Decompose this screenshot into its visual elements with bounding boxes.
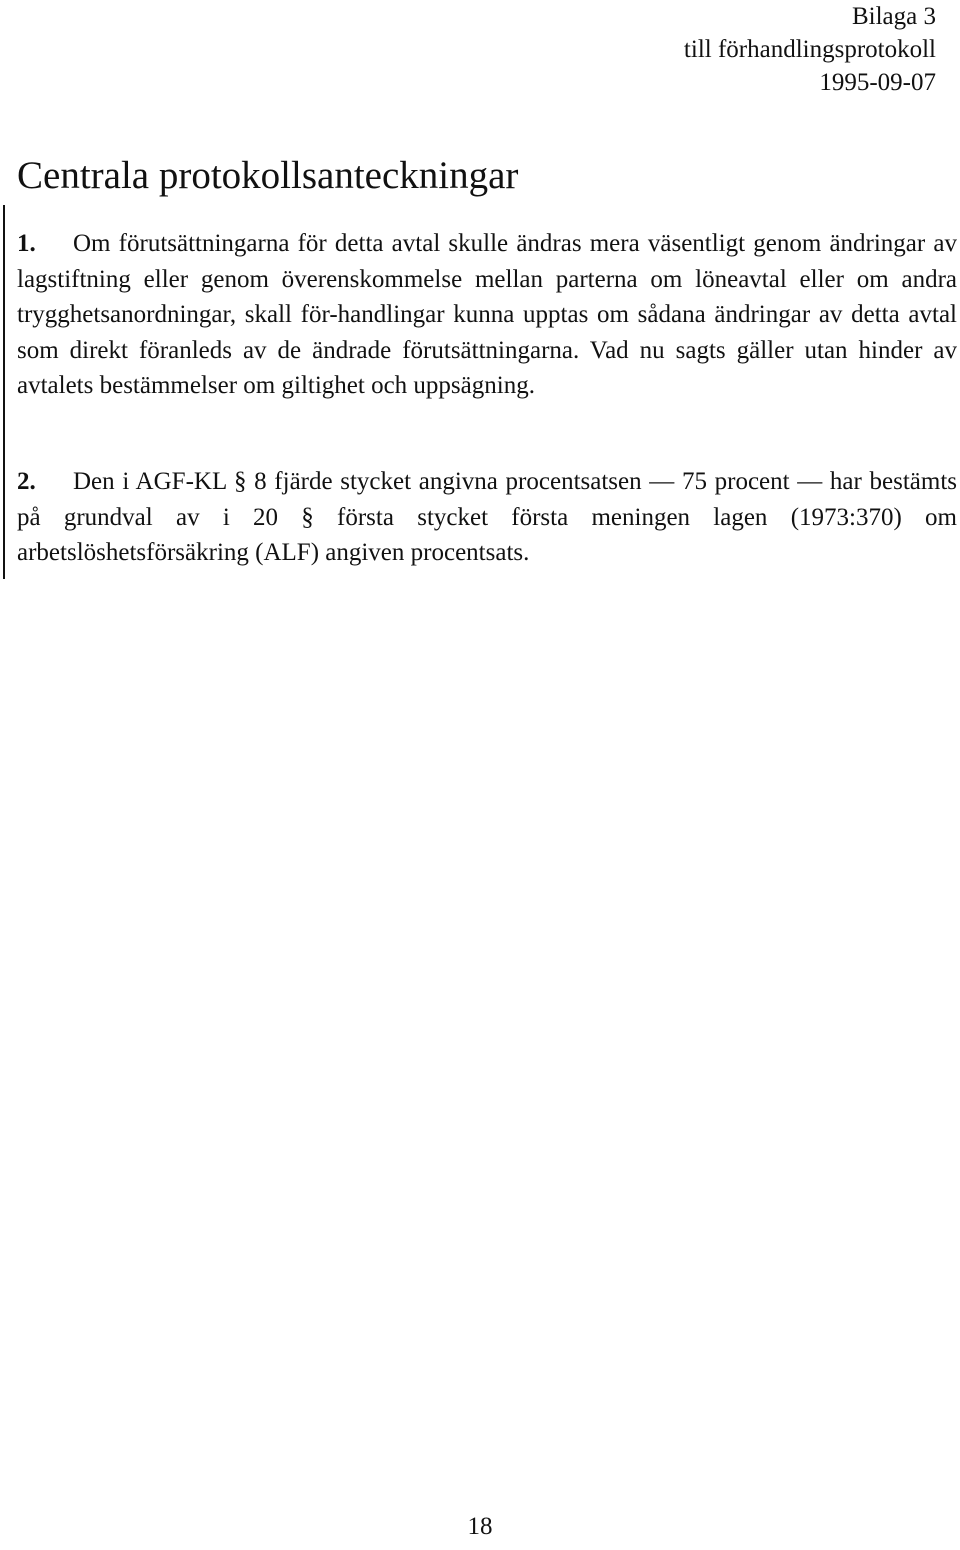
header-protocol-label: till förhandlingsprotokoll: [683, 36, 936, 63]
page-number: 18: [467, 1513, 493, 1540]
page-title: Centrala protokollsanteckningar: [17, 154, 519, 197]
paragraph-2: [17, 464, 957, 571]
change-bar: [3, 205, 5, 579]
paragraph-number: 1.: [17, 230, 36, 257]
document-header: [684, 0, 936, 99]
header-attachment-label: Bilaga 3: [851, 3, 936, 30]
paragraph-text: Om förutsättningarna för detta avtal skulle ändras mera väsentligt genom ändringar av lagstiftning eller genom överenskommelse mellan parterna om löneavtal eller om andra trygghetsanordningar, skall för-handlingar kunna upptas om sådana ändringar av detta avtal som direkt föranleds av de ändrade förutsättningarna. Vad nu sagts gäller utan hinder av avtalets bestämmelser om giltighet och uppsägning.: [17, 230, 957, 399]
paragraph-text: Den i AGF-KL § 8 fjärde stycket angivna procentsatsen — 75 procent — har bestämts på grundval av i 20 § första stycket första meningen lagen (1973:370) om arbetslöshetsförsäkring (ALF) angiven procentsats.: [17, 468, 957, 566]
paragraph-1: [17, 226, 957, 404]
paragraph-number: 2.: [17, 468, 36, 495]
header-date: 1995-09-07: [819, 69, 936, 96]
